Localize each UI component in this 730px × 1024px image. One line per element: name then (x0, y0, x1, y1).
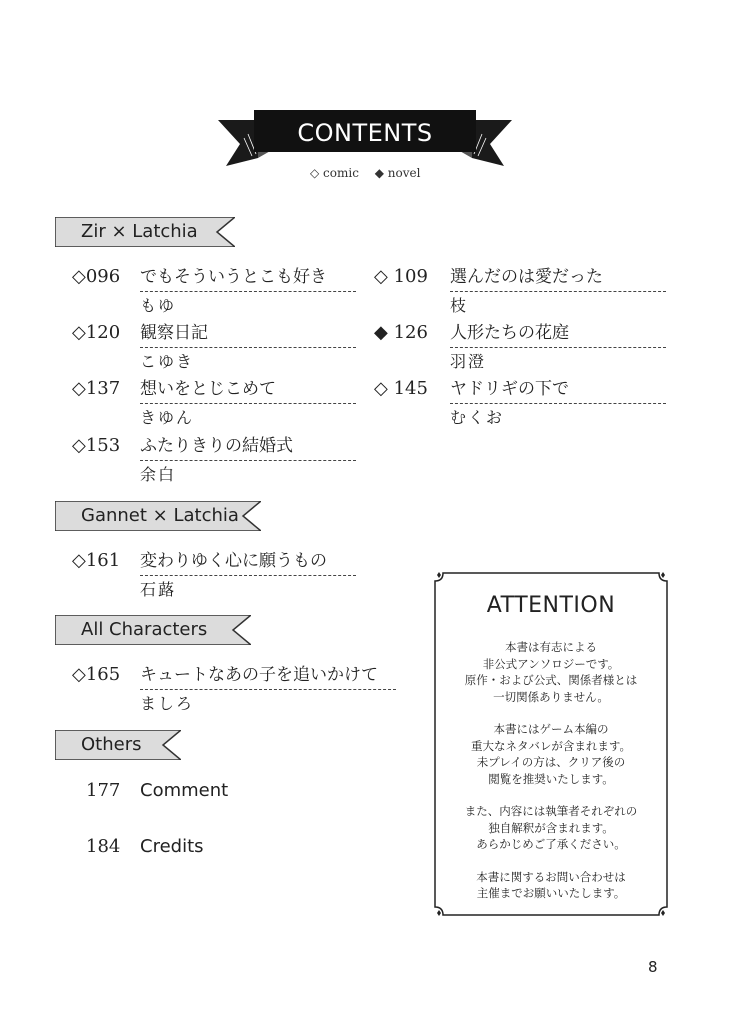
section-label: Others (81, 734, 142, 755)
dashed-rule (140, 575, 356, 576)
entry-author: きゆん (140, 408, 195, 427)
entry-title: でもそういうとこも好き (140, 267, 327, 287)
section-label: All Characters (81, 619, 208, 640)
entry-page-number: ◇137 (72, 378, 121, 399)
legend (310, 166, 432, 180)
entry-title: 変わりゆく心に願うもの (140, 551, 327, 571)
dashed-rule (450, 291, 666, 292)
entry-author: もゆ (140, 296, 177, 315)
legend-comic: ◇ comic (310, 166, 359, 180)
section-tag-gannet-latchia (55, 501, 261, 531)
entry-page-number: ◆ 126 (374, 322, 428, 343)
page-title: CONTENTS (297, 119, 433, 147)
entry-author: 枝 (450, 296, 469, 315)
attention-line: 一切関係ありません。 (493, 689, 609, 704)
attention-paragraph (433, 803, 669, 853)
entry-page-number: ◇ 109 (374, 266, 428, 287)
attention-body (433, 639, 669, 918)
attention-line: 独自解釈が含まれます。 (488, 820, 614, 835)
entry-page-number: ◇ 145 (374, 378, 428, 399)
entry-title: Credits (140, 836, 204, 857)
attention-line: 本書に関するお問い合わせは (476, 869, 626, 884)
entry-author: こゆき (140, 352, 195, 371)
dashed-rule (450, 403, 666, 404)
entry-author: むくお (450, 408, 505, 427)
contents-banner (218, 104, 512, 170)
page-number: 8 (648, 958, 658, 976)
attention-paragraph (433, 721, 669, 787)
dashed-rule (140, 291, 356, 292)
entry-page-number: ◇153 (72, 435, 121, 456)
attention-line: 非公式アンソロジーです。 (482, 656, 620, 671)
section-label: Zir × Latchia (81, 221, 198, 242)
attention-line: 重大なネタバレが含まれます。 (471, 738, 631, 753)
attention-line: また、内容には執筆者それぞれの (464, 804, 638, 818)
attention-title: ATTENTION (486, 593, 616, 618)
attention-line: 未プレイの方は、クリア後の (476, 755, 626, 769)
section-label: Gannet × Latchia (81, 505, 239, 526)
dashed-rule (140, 403, 356, 404)
entry-page-number: 184 (86, 836, 121, 857)
dashed-rule (140, 689, 396, 690)
attention-line: 本書は有志による (505, 640, 597, 654)
entry-author: ましろ (140, 694, 195, 713)
entry-page-number: 177 (86, 780, 121, 801)
entry-title: ふたりきりの結婚式 (140, 436, 293, 456)
dashed-rule (140, 347, 356, 348)
entry-author: 余白 (140, 465, 177, 484)
entry-title: キュートなあの子を追いかけて (140, 665, 378, 685)
dashed-rule (140, 460, 356, 461)
dashed-rule (450, 347, 666, 348)
section-tag-others (55, 730, 181, 760)
attention-line: 閲覧を推奨いたします。 (488, 771, 614, 786)
attention-line: 原作・および公式、関係者様とは (464, 673, 638, 687)
entry-title: 想いをとじこめて (140, 379, 276, 399)
attention-line: 本書にはゲーム本編の (493, 722, 609, 736)
attention-line: あらかじめご了承ください。 (476, 837, 626, 851)
attention-paragraph (433, 639, 669, 705)
entry-page-number: ◇165 (72, 664, 121, 685)
attention-paragraph (433, 869, 669, 902)
entry-title: 観察日記 (140, 323, 208, 343)
entry-title: Comment (140, 780, 229, 801)
attention-line: 主催までお願いいたします。 (476, 886, 626, 900)
entry-author: 羽澄 (450, 352, 487, 371)
section-tag-all-characters (55, 615, 251, 645)
entry-title: ヤドリギの下で (450, 379, 569, 399)
entry-author: 石蕗 (140, 580, 177, 599)
legend-novel: ◆ novel (374, 166, 421, 180)
entry-title: 選んだのは愛だった (450, 267, 603, 287)
entry-page-number: ◇096 (72, 266, 121, 287)
section-tag-zir-latchia (55, 217, 235, 247)
entry-page-number: ◇120 (72, 322, 121, 343)
entry-title: 人形たちの花庭 (450, 323, 569, 343)
entry-page-number: ◇161 (72, 550, 121, 571)
attention-box (433, 571, 669, 917)
